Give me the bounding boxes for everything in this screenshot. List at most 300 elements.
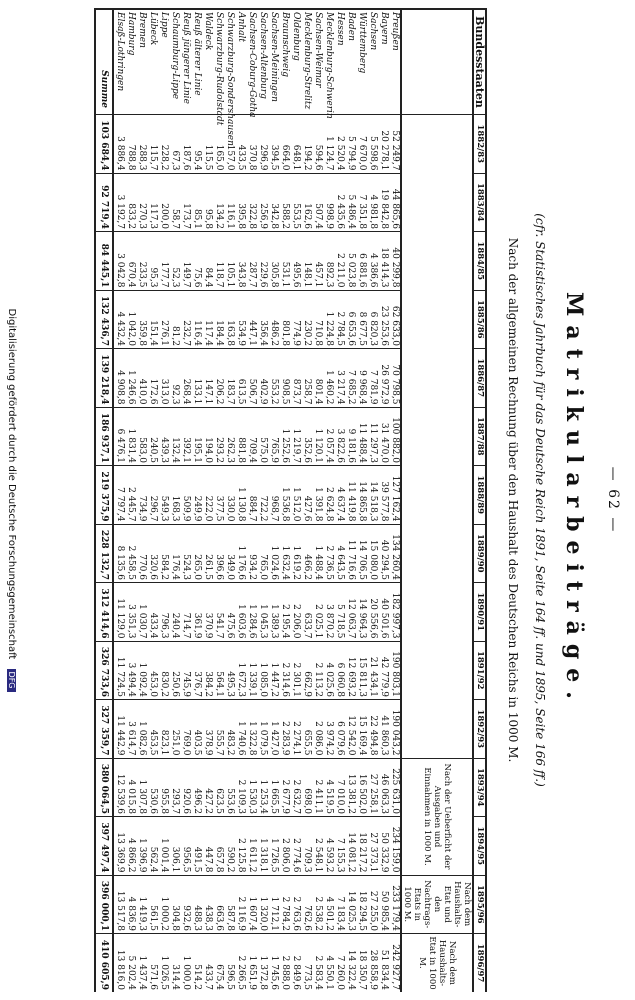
value-cell: 395,8	[235, 173, 246, 232]
note-row	[401, 9, 473, 992]
value-cell: 495,3	[224, 641, 235, 700]
value-cell: 555,7	[213, 700, 224, 759]
value-cell: 75,6	[191, 232, 202, 291]
table-row	[158, 9, 169, 992]
value-cell: 1 284,6	[246, 583, 257, 642]
value-cell: 132,4	[169, 407, 180, 466]
value-cell: 583,0	[136, 407, 147, 466]
value-cell: 4 908,8	[113, 349, 125, 408]
value-cell: 1 079,5	[257, 700, 268, 759]
value-cell: 370,8	[246, 115, 257, 174]
value-cell: 1 082,6	[136, 700, 147, 759]
value-cell: 28 858,9	[367, 934, 378, 993]
value-cell: 6 079,6	[334, 700, 345, 759]
value-cell: 287,7	[246, 232, 257, 291]
value-cell: 95,8	[202, 173, 213, 232]
value-cell: 176,4	[169, 524, 180, 583]
value-cell: 67,3	[169, 115, 180, 174]
page-number: — 62 —	[605, 466, 621, 534]
value-cell: 39 577,8	[378, 466, 389, 525]
value-cell: 200,0	[158, 173, 169, 232]
table-row	[136, 9, 147, 992]
table-row	[389, 9, 401, 992]
state-name: Hamburg	[125, 9, 136, 115]
sum-cell: 92 719,4	[95, 173, 113, 232]
value-cell: 514,2	[191, 934, 202, 993]
value-cell: 402,9	[257, 349, 268, 408]
year-header: 1884/85	[473, 232, 486, 291]
value-cell: 1 176,6	[235, 524, 246, 583]
value-cell: 2 458,5	[125, 524, 136, 583]
value-cell: 2 283,9	[279, 700, 290, 759]
value-cell: 15 080,0	[367, 524, 378, 583]
value-cell: 1 536,8	[279, 466, 290, 525]
table-row	[334, 9, 345, 992]
value-cell: 1 611,2	[246, 817, 257, 876]
value-cell: 1 665,5	[268, 758, 279, 817]
value-cell: 165,0	[213, 115, 224, 174]
value-cell: 92,3	[169, 349, 180, 408]
value-cell: 2 266,5	[235, 934, 246, 993]
value-cell: 2 784,2	[279, 875, 290, 934]
table-row	[202, 9, 213, 992]
value-cell: 14 964,3	[356, 583, 367, 642]
value-cell: 14 865,8	[356, 466, 367, 525]
table-row	[246, 9, 257, 992]
table-row	[378, 9, 389, 992]
value-cell: 1 030,7	[136, 583, 147, 642]
sum-cell: 228 132,7	[95, 524, 113, 583]
state-name: Sachsen-Coburg-Gotha	[246, 9, 257, 115]
sum-cell: 103 684,4	[95, 115, 113, 174]
table-row	[257, 9, 268, 992]
value-cell: 2 125,8	[235, 817, 246, 876]
state-name: Lippe	[158, 9, 169, 115]
value-cell: 14 706,5	[356, 524, 367, 583]
value-cell: 81,2	[169, 290, 180, 349]
value-cell: 769,0	[180, 700, 191, 759]
value-cell: 51 834,4	[378, 934, 389, 993]
value-cell: 509,9	[180, 466, 191, 525]
value-cell: 127 162,4	[389, 466, 401, 525]
value-cell: 439,3	[158, 407, 169, 466]
value-cell: 116,4	[191, 290, 202, 349]
state-name: Reuß älterer Linie	[191, 9, 202, 115]
value-cell: 4 025,6	[323, 641, 334, 700]
sum-cell: 132 436,7	[95, 290, 113, 349]
value-cell: 3 614,7	[125, 700, 136, 759]
value-cell: 190 803,1	[389, 641, 401, 700]
value-cell: 1 252,6	[279, 407, 290, 466]
value-cell: 5 794,9	[345, 115, 356, 174]
value-cell: 801,4	[312, 349, 323, 408]
value-cell: 1 672,3	[235, 641, 246, 700]
state-name: Bayern	[378, 9, 389, 115]
value-cell: 12 063,7	[345, 583, 356, 642]
value-cell: 633,7	[301, 583, 312, 642]
value-cell: 100 882,0	[389, 407, 401, 466]
value-cell: 242 927,7	[389, 934, 401, 993]
value-cell: 524,3	[180, 524, 191, 583]
value-cell: 475,6	[224, 583, 235, 642]
value-cell: 553,5	[290, 173, 301, 232]
table-row	[113, 9, 125, 992]
value-cell: 147,1	[202, 349, 213, 408]
value-cell: 2 520,4	[334, 115, 345, 174]
state-name: Mecklenburg-Strelitz	[301, 9, 312, 115]
value-cell: 177,7	[158, 232, 169, 291]
note-actual: Nach der Ueberficht der Ausgaben und Einnahmen in 1000 M.	[401, 758, 473, 875]
value-cell: 770,6	[136, 524, 147, 583]
value-cell: 562,4	[147, 817, 158, 876]
value-cell: 2 538,2	[312, 875, 323, 934]
year-header: 1893/94	[473, 758, 486, 817]
value-cell: 70 798,5	[389, 349, 401, 408]
value-cell: 7 670,0	[356, 115, 367, 174]
value-cell: 234 159,0	[389, 817, 401, 876]
value-cell: 11 297,3	[367, 407, 378, 466]
value-cell: 2 057,4	[323, 407, 334, 466]
value-cell: 3 822,6	[334, 407, 345, 466]
value-cell: 21 434,1	[367, 641, 378, 700]
year-header: 1892/93	[473, 700, 486, 759]
value-cell: 4 015,8	[125, 758, 136, 817]
value-cell: 1 026,5	[158, 934, 169, 993]
value-cell: 184,4	[213, 290, 224, 349]
value-cell: 587,8	[224, 875, 235, 934]
value-cell: 163,8	[224, 290, 235, 349]
value-cell: 40 299,8	[389, 232, 401, 291]
state-name: Schwarzburg-Rudolstadt	[213, 9, 224, 115]
value-cell: 664,0	[279, 115, 290, 174]
value-cell: 1 320,0	[257, 875, 268, 934]
value-cell: 320,6	[147, 524, 158, 583]
value-cell: 6 060,8	[334, 641, 345, 700]
value-cell: 105,1	[224, 232, 235, 291]
value-cell: 11 419,8	[345, 466, 356, 525]
value-cell: 7 155,3	[334, 817, 345, 876]
value-cell: 955,8	[158, 758, 169, 817]
value-cell: 1 000,0	[180, 934, 191, 993]
value-cell: 1 427,0	[268, 700, 279, 759]
value-cell: 655,5	[301, 700, 312, 759]
value-cell: 9 181,6	[345, 407, 356, 466]
header-row	[473, 9, 486, 992]
value-cell: 564,1	[213, 641, 224, 700]
value-cell: 2 195,4	[279, 583, 290, 642]
year-header: 1883/84	[473, 173, 486, 232]
value-cell: 2 888,0	[279, 934, 290, 993]
value-cell: 230,2	[301, 290, 312, 349]
state-name: Braunschweig	[279, 9, 290, 115]
value-cell: 496,2	[191, 758, 202, 817]
value-cell: 359,8	[136, 290, 147, 349]
value-cell: 2 583,4	[312, 934, 323, 993]
value-cell: 553,2	[268, 349, 279, 408]
value-cell: 823,1	[158, 700, 169, 759]
value-cell: 1 001,4	[158, 817, 169, 876]
value-cell: 232,7	[180, 290, 191, 349]
value-cell: 378,9	[202, 700, 213, 759]
value-cell: 23 253,6	[378, 290, 389, 349]
value-cell: 5 202,4	[125, 934, 136, 993]
value-cell: 349,0	[224, 524, 235, 583]
value-cell: 2 784,5	[334, 290, 345, 349]
value-cell: 571,6	[147, 934, 158, 993]
value-cell: 2 763,6	[290, 875, 301, 934]
value-cell: 5 486,4	[345, 173, 356, 232]
value-cell: 31 470,0	[378, 407, 389, 466]
value-cell: 222,0	[202, 466, 213, 525]
value-cell: 1 603,6	[235, 583, 246, 642]
value-cell: 4 866,2	[125, 817, 136, 876]
value-cell: 2 632,7	[290, 758, 301, 817]
value-cell: 52,3	[169, 232, 180, 291]
note-etat: Nach dem Haushalts-Etat in 1000 M.	[401, 934, 473, 993]
year-header: 1894/95	[473, 817, 486, 876]
value-cell: 698,0	[301, 758, 312, 817]
value-cell: 133,1	[191, 349, 202, 408]
value-cell: 920,6	[180, 758, 191, 817]
table-row	[191, 9, 202, 992]
value-cell: 9 968,4	[356, 349, 367, 408]
value-cell: 507,4	[312, 173, 323, 232]
value-cell: 296,7	[147, 466, 158, 525]
value-cell: 249,9	[191, 466, 202, 525]
value-cell: 773,5	[301, 934, 312, 993]
value-cell: 410,0	[136, 349, 147, 408]
value-cell: 276,1	[158, 290, 169, 349]
value-cell: 5 598,6	[367, 115, 378, 174]
state-name: Sachsen-Altenburg	[257, 9, 268, 115]
value-cell: 305,8	[268, 232, 279, 291]
value-cell: 14 081,2	[345, 817, 356, 876]
table-description: Nach der allgemeinen Rechnung über den Haushalt des Deutschen Reichs in 1000 M.	[506, 237, 520, 763]
value-cell: 58,7	[169, 173, 180, 232]
table-row	[213, 9, 224, 992]
value-cell: 6 476,1	[113, 407, 125, 466]
value-cell: 50 332,9	[378, 817, 389, 876]
source-reference: (cfr. Statistisches Jahrbuch für das Deutsche Reich 1891, Seite 164 ff. und 1895, Seite 166 ff.)	[533, 213, 547, 787]
value-cell: 7 685,2	[345, 349, 356, 408]
value-cell: 1 512,0	[290, 466, 301, 525]
value-cell: 85,1	[191, 173, 202, 232]
sum-cell: 84 445,1	[95, 232, 113, 291]
value-cell: 1 740,6	[235, 700, 246, 759]
value-cell: 892,3	[323, 232, 334, 291]
value-cell: 534,9	[235, 290, 246, 349]
year-header: 1896/97	[473, 934, 486, 993]
table-row	[345, 9, 356, 992]
value-cell: 934,2	[246, 524, 257, 583]
value-cell: 1 831,4	[125, 407, 136, 466]
value-cell: 2 113,2	[312, 641, 323, 700]
table-row	[224, 9, 235, 992]
value-cell: 2 806,0	[279, 817, 290, 876]
note-etat-supplementary: Nach dem Haushalts-Etat und den Nachtrags-Etats in 1000 M.	[401, 875, 473, 934]
value-cell: 52 249,7	[389, 115, 401, 174]
value-cell: 173,7	[180, 173, 191, 232]
value-cell: 453,5	[147, 700, 158, 759]
value-cell: 1 124,7	[323, 115, 334, 174]
value-cell: 95,3	[147, 232, 158, 291]
value-cell: 1 045,3	[257, 583, 268, 642]
value-cell: 734,9	[136, 466, 147, 525]
value-cell: 4 432,4	[113, 290, 125, 349]
value-cell: 258,7	[301, 349, 312, 408]
value-cell: 541,7	[213, 583, 224, 642]
state-name: Sachsen-Meiningen	[268, 9, 279, 115]
value-cell: 3 870,2	[323, 583, 334, 642]
value-cell: 162,6	[301, 173, 312, 232]
year-header: 1886/87	[473, 349, 486, 408]
value-cell: 26 972,9	[378, 349, 389, 408]
value-cell: 172,6	[147, 349, 158, 408]
value-cell: 268,4	[180, 349, 191, 408]
value-cell: 3 351,3	[125, 583, 136, 642]
value-cell: 293,2	[213, 407, 224, 466]
value-cell: 2 435,6	[334, 173, 345, 232]
value-cell: 40 501,6	[378, 583, 389, 642]
value-cell: 506,7	[246, 349, 257, 408]
value-cell: 488,3	[191, 875, 202, 934]
value-cell: 709,4	[246, 407, 257, 466]
value-cell: 2 314,6	[279, 641, 290, 700]
value-cell: 1 488,4	[312, 524, 323, 583]
value-cell: 27 373,1	[367, 817, 378, 876]
value-cell: 306,1	[169, 817, 180, 876]
year-header: 1882/83	[473, 115, 486, 174]
value-cell: 1 322,8	[246, 700, 257, 759]
value-cell: 1 396,9	[136, 817, 147, 876]
value-cell: 233,5	[136, 232, 147, 291]
value-cell: 1 318,1	[257, 817, 268, 876]
value-cell: 265,0	[191, 524, 202, 583]
value-cell: 149,7	[180, 232, 191, 291]
value-cell: 657,8	[213, 817, 224, 876]
value-cell: 115,7	[147, 115, 158, 174]
value-cell: 384,2	[202, 641, 213, 700]
value-cell: 1 619,2	[290, 524, 301, 583]
value-cell: 18 350,7	[356, 934, 367, 993]
state-column-header: Bundesstaaten	[473, 9, 486, 115]
value-cell: 15 169,4	[356, 700, 367, 759]
state-name: Lübeck	[147, 9, 158, 115]
value-cell: 1 307,8	[136, 758, 147, 817]
value-cell: 322,8	[246, 173, 257, 232]
sum-cell: 327 359,7	[95, 700, 113, 759]
value-cell: 427,2	[202, 758, 213, 817]
sum-cell: 380 064,5	[95, 758, 113, 817]
value-cell: 240,5	[147, 407, 158, 466]
value-cell: 491,5	[191, 817, 202, 876]
value-cell: 194,2	[301, 115, 312, 174]
value-cell: 195,1	[191, 407, 202, 466]
value-cell: 670,4	[125, 232, 136, 291]
sum-cell: 326 733,6	[95, 641, 113, 700]
value-cell: 15 811,3	[356, 641, 367, 700]
value-cell: 2 206,0	[290, 583, 301, 642]
value-cell: 1 447,2	[268, 641, 279, 700]
value-cell: 675,4	[213, 934, 224, 993]
value-cell: 908,5	[279, 349, 290, 408]
state-name: Anhalt	[235, 9, 246, 115]
value-cell: 6 653,6	[345, 290, 356, 349]
value-cell: 62 633,0	[389, 290, 401, 349]
value-cell: 1 437,4	[136, 934, 147, 993]
value-cell: 466,2	[301, 524, 312, 583]
value-cell: 46 063,3	[378, 758, 389, 817]
value-cell: 662,9	[301, 641, 312, 700]
value-cell: 648,1	[290, 115, 301, 174]
value-cell: 12 693,2	[345, 641, 356, 700]
contributions-table	[94, 8, 487, 992]
value-cell: 1 224,8	[323, 290, 334, 349]
value-cell: 13 381,2	[345, 758, 356, 817]
value-cell: 2 736,5	[323, 524, 334, 583]
value-cell: 745,9	[180, 641, 191, 700]
value-cell: 3 042,8	[113, 232, 125, 291]
value-cell: 157,0	[224, 115, 235, 174]
value-cell: 1 391,8	[312, 466, 323, 525]
value-cell: 229,6	[257, 232, 268, 291]
value-cell: 20 278,1	[378, 115, 389, 174]
value-cell: 13 517,8	[113, 875, 125, 934]
table-body	[95, 9, 401, 992]
value-cell: 370,9	[202, 583, 213, 642]
value-cell: 13 369,9	[113, 817, 125, 876]
value-cell: 1 530,3	[246, 758, 257, 817]
value-cell: 447,8	[202, 817, 213, 876]
value-cell: 16 502,0	[356, 758, 367, 817]
value-cell: 190 043,2	[389, 700, 401, 759]
value-cell: 356,4	[257, 290, 268, 349]
value-cell: 3 192,7	[113, 173, 125, 232]
value-cell: 41 860,3	[378, 700, 389, 759]
value-cell: 118,7	[213, 232, 224, 291]
value-cell: 4 550,1	[323, 934, 334, 993]
year-header: 1885/86	[473, 290, 486, 349]
value-cell: 2 301,1	[290, 641, 301, 700]
value-cell: 313,0	[158, 349, 169, 408]
value-cell: 932,6	[180, 875, 191, 934]
value-cell: 352,6	[301, 407, 312, 466]
value-cell: 11 716,6	[345, 524, 356, 583]
value-cell: 765,0	[257, 524, 268, 583]
year-header: 1889/90	[473, 524, 486, 583]
value-cell: 4 981,8	[367, 173, 378, 232]
value-cell: 5 718,5	[334, 583, 345, 642]
value-cell: 27 258,1	[367, 758, 378, 817]
value-cell: 182 997,3	[389, 583, 401, 642]
value-cell: 6 881,6	[356, 232, 367, 291]
value-cell: 22 494,8	[367, 700, 378, 759]
value-cell: 774,9	[290, 290, 301, 349]
value-cell: 342,8	[268, 173, 279, 232]
value-cell: 2 624,8	[323, 466, 334, 525]
value-cell: 4 643,5	[334, 524, 345, 583]
value-cell: 1 726,5	[268, 817, 279, 876]
value-cell: 84,4	[202, 232, 213, 291]
value-cell: 18 294,5	[356, 875, 367, 934]
value-cell: 2 025,1	[312, 583, 323, 642]
value-cell: 14 518,3	[367, 466, 378, 525]
value-cell: 1 253,4	[257, 758, 268, 817]
value-cell: 5 023,8	[345, 232, 356, 291]
value-cell: 956,5	[180, 817, 191, 876]
state-name: Sachsen-Weimar	[312, 9, 323, 115]
value-cell: 12 542,0	[345, 700, 356, 759]
